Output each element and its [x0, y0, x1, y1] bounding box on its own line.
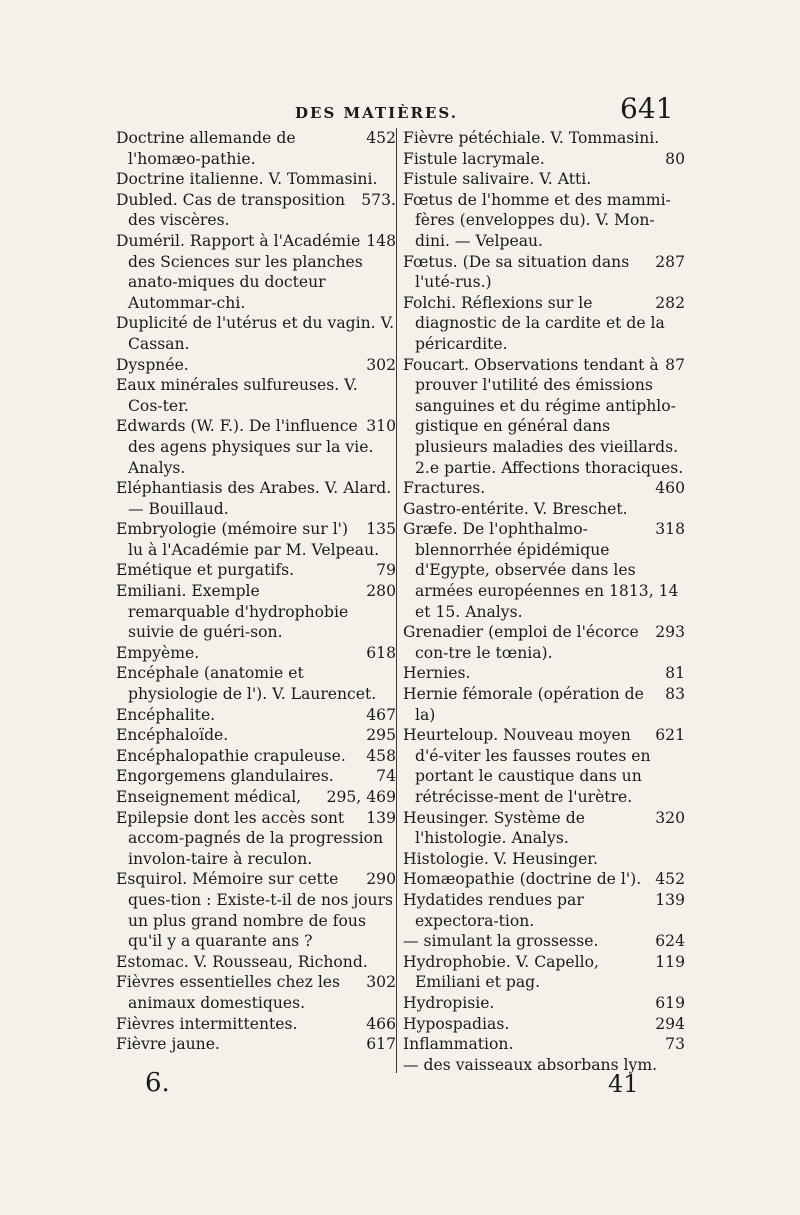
entry-page-ref: 466 — [366, 1014, 396, 1033]
index-entry — [403, 849, 685, 870]
entry-text: Hernie fémorale (opération de la) — [403, 685, 644, 724]
index-entry — [403, 1014, 685, 1035]
entry-page-ref: 293 — [655, 623, 685, 642]
index-entry — [116, 746, 396, 767]
entry-text: Dubled. Cas de transposition des viscères. — [116, 190, 346, 230]
entry-text: Fractures. — [403, 479, 486, 498]
entry-page-ref: 295, 469 — [326, 788, 396, 806]
index-entry — [403, 1034, 685, 1055]
page-number: 641 — [620, 92, 674, 125]
entry-page-ref: 618 — [366, 643, 396, 662]
entry-text: Engorgemens glandulaires. — [116, 767, 334, 786]
entry-page-ref: 617 — [366, 1035, 396, 1054]
entry-text: Folchi. Réflexions sur le diagnostic de la cardite et de la péricardite. — [403, 293, 665, 353]
entry-page-ref: 310 — [366, 417, 396, 436]
index-entry — [116, 643, 396, 664]
entry-text: Enseignement médical, — [116, 788, 302, 806]
entry-page-ref: 621 — [655, 726, 685, 745]
entry-text: Fièvre jaune. — [116, 1035, 220, 1054]
entry-page-ref: 287 — [655, 252, 685, 271]
index-entry — [116, 766, 396, 787]
index-entry — [116, 231, 396, 313]
index-entry — [403, 1055, 685, 1076]
index-entry — [116, 869, 396, 951]
index-entry — [403, 169, 685, 190]
index-entry — [116, 128, 396, 169]
entry-page-ref: 73 — [665, 1035, 685, 1054]
entry-text: Fièvres intermittentes. — [116, 1014, 298, 1033]
index-entry — [116, 972, 396, 1013]
entry-page-ref: 452 — [655, 870, 685, 889]
index-entry — [116, 725, 396, 746]
entry-text: Foucart. Observations tendant à prouver l'utilité des émissions sanguines et du régime antiphlo-gistique en général dans plusieurs maladies des vieillards. 2.e partie. Affections thoraciques. — [403, 355, 684, 477]
entry-page-ref: 282 — [655, 293, 685, 312]
entry-text: Edwards (W. F.). De l'influence des agens physiques sur la vie. Analys. — [116, 417, 374, 477]
entry-text: Heusinger. Système de l'histologie. Analys. — [403, 808, 585, 848]
entry-text: Estomac. V. Rousseau, Richond. — [116, 952, 368, 971]
entry-text: Histologie. V. Heusinger. — [403, 849, 598, 868]
index-entry — [403, 931, 685, 952]
index-entry — [403, 293, 685, 355]
index-entry — [403, 622, 685, 663]
entry-text: Fœtus de l'homme et des mammi-fères (enveloppes du). V. Mon-dini. — Velpeau. — [403, 190, 671, 250]
index-entry — [116, 581, 396, 643]
entry-text: Eléphantiasis des Arabes. V. Alard. — Bouillaud. — [116, 479, 392, 518]
entry-page-ref: 452 — [366, 129, 396, 147]
entry-text: Doctrine italienne. V. Tommasini. — [116, 170, 378, 189]
entry-text: Fièvre pétéchiale. V. Tommasini. — [403, 129, 660, 147]
entry-text: Encéphalopathie crapuleuse. — [116, 746, 346, 765]
index-entry — [403, 725, 685, 807]
entry-text: — simulant la grossesse. — [403, 932, 599, 951]
entry-text: Hypospadias. — [403, 1014, 510, 1033]
entry-text: Encéphalite. — [116, 705, 216, 724]
entry-page-ref: 74 — [376, 767, 396, 786]
index-entry — [403, 499, 685, 520]
entry-text: Duméril. Rapport à l'Académie des Sciences sur les planches anato-miques du docteur Autommar-chi. — [116, 231, 363, 312]
entry-text: Encéphaloïde. — [116, 726, 229, 745]
index-entry — [403, 519, 685, 622]
entry-text: Dyspnée. — [116, 355, 189, 374]
entry-text: Hydrophobie. V. Capello, Emiliani et pag. — [403, 952, 599, 992]
index-entry — [403, 890, 685, 931]
entry-text: Heurteloup. Nouveau moyen d'é-viter les fausses routes en portant le caustique dans un rétrécisse-ment de l'urètre. — [403, 726, 651, 806]
entry-page-ref: 302 — [366, 355, 396, 374]
index-entry — [116, 1014, 396, 1035]
entry-text: Duplicité de l'utérus et du vagin. V. Cassan. — [116, 314, 395, 353]
entry-text: Græfe. De l'ophthalmo-blennorrhée épidémique d'Egypte, observée dans les armées européennes en 1813, 14 et 15. Analys. — [403, 520, 679, 621]
entry-text: Eaux minérales sulfureuses. V. Cos-ter. — [116, 376, 358, 415]
entry-text: Emiliani. Exemple remarquable d'hydrophobie suivie de guéri-son. — [116, 582, 349, 642]
entry-page-ref: 294 — [655, 1014, 685, 1033]
entry-text: Fistule lacrymale. — [403, 149, 545, 168]
entry-page-ref: 624 — [655, 932, 685, 951]
index-entry — [403, 993, 685, 1014]
entry-page-ref: 80 — [665, 149, 685, 168]
index-entry — [403, 355, 685, 479]
entry-text: Homæopathie (doctrine de l'). — [403, 870, 642, 889]
entry-page-ref: 139 — [655, 890, 685, 909]
entry-page-ref: 79 — [376, 561, 396, 580]
entry-page-ref: 458 — [366, 746, 396, 765]
index-entry — [116, 787, 396, 808]
index-column-left — [116, 128, 396, 1055]
entry-text: Epilepsie dont les accès sont accom-pagnés de la progression involon-taire à reculon. — [116, 808, 384, 868]
index-entry — [403, 149, 685, 170]
entry-page-ref: 573. — [361, 190, 396, 209]
entry-text: Grenadier (emploi de l'écorce con-tre le tœnia). — [403, 623, 639, 662]
entry-text: Inflammation. — [403, 1035, 514, 1054]
entry-text: Fistule salivaire. V. Atti. — [403, 170, 592, 189]
index-column-right — [396, 128, 685, 1073]
entry-text: Fœtus. (De sa situation dans l'uté-rus.) — [403, 252, 630, 292]
entry-text: Esquirol. Mémoire sur cette ques-tion : Existe-t-il de nos jours un plus grand nombre de fous qu'il y a quarante ans ? — [116, 870, 394, 951]
entry-page-ref: 83 — [665, 685, 685, 704]
index-entry — [403, 252, 685, 293]
entry-page-ref: 302 — [366, 973, 396, 992]
index-entry — [116, 663, 396, 704]
entry-text: — des vaisseaux absorbans lym. — [403, 1055, 658, 1074]
entry-text: Encéphale (anatomie et physiologie de l'). V. Laurencet. — [116, 664, 377, 704]
index-entry — [403, 663, 685, 684]
entry-page-ref: 135 — [366, 520, 396, 539]
entry-text: Emétique et purgatifs. — [116, 561, 295, 580]
entry-page-ref: 87 — [665, 355, 685, 374]
entry-text: Hydatides rendues par expectora-tion. — [403, 890, 584, 930]
entry-text: Embryologie (mémoire sur l') lu à l'Académie par M. Velpeau. — [116, 520, 380, 559]
index-entry — [116, 375, 396, 416]
index-entry — [116, 1034, 396, 1055]
index-entry — [116, 416, 396, 478]
catchword: 41 — [608, 1070, 639, 1098]
index-entry — [116, 808, 396, 870]
index-entry — [403, 128, 685, 149]
index-entry — [116, 478, 396, 519]
index-entry — [116, 705, 396, 726]
entry-page-ref: 295 — [366, 726, 396, 745]
running-head: DES MATIÈRES. — [295, 104, 458, 122]
index-entry — [116, 519, 396, 560]
index-entry — [116, 560, 396, 581]
index-entry — [116, 169, 396, 190]
entry-text: Hernies. — [403, 664, 471, 683]
signature-mark: 6. — [145, 1068, 170, 1098]
entry-page-ref: 467 — [366, 705, 396, 724]
entry-page-ref: 139 — [366, 808, 396, 827]
entry-page-ref: 318 — [655, 520, 685, 539]
entry-text: Empyème. — [116, 643, 200, 662]
index-entry — [403, 869, 685, 890]
entry-page-ref: 280 — [366, 582, 396, 601]
index-entry — [403, 478, 685, 499]
entry-page-ref: 119 — [655, 952, 685, 971]
index-entry — [403, 684, 685, 725]
entry-page-ref: 619 — [655, 993, 685, 1012]
entry-page-ref: 81 — [665, 664, 685, 683]
entry-text: Hydropisie. — [403, 993, 495, 1012]
entry-text: Doctrine allemande de l'homæo-pathie. — [116, 129, 296, 168]
index-entry — [116, 190, 396, 231]
entry-text: Fièvres essentielles chez les animaux domestiques. — [116, 973, 341, 1012]
entry-page-ref: 148 — [366, 231, 396, 250]
entry-page-ref: 460 — [655, 479, 685, 498]
index-entry — [403, 808, 685, 849]
index-entry — [116, 355, 396, 376]
index-entry — [116, 952, 396, 973]
entry-page-ref: 290 — [366, 870, 396, 889]
index-entry — [403, 952, 685, 993]
entry-page-ref: 320 — [655, 808, 685, 827]
index-entry — [116, 313, 396, 354]
entry-text: Gastro-entérite. V. Breschet. — [403, 499, 628, 518]
index-entry — [403, 190, 685, 252]
